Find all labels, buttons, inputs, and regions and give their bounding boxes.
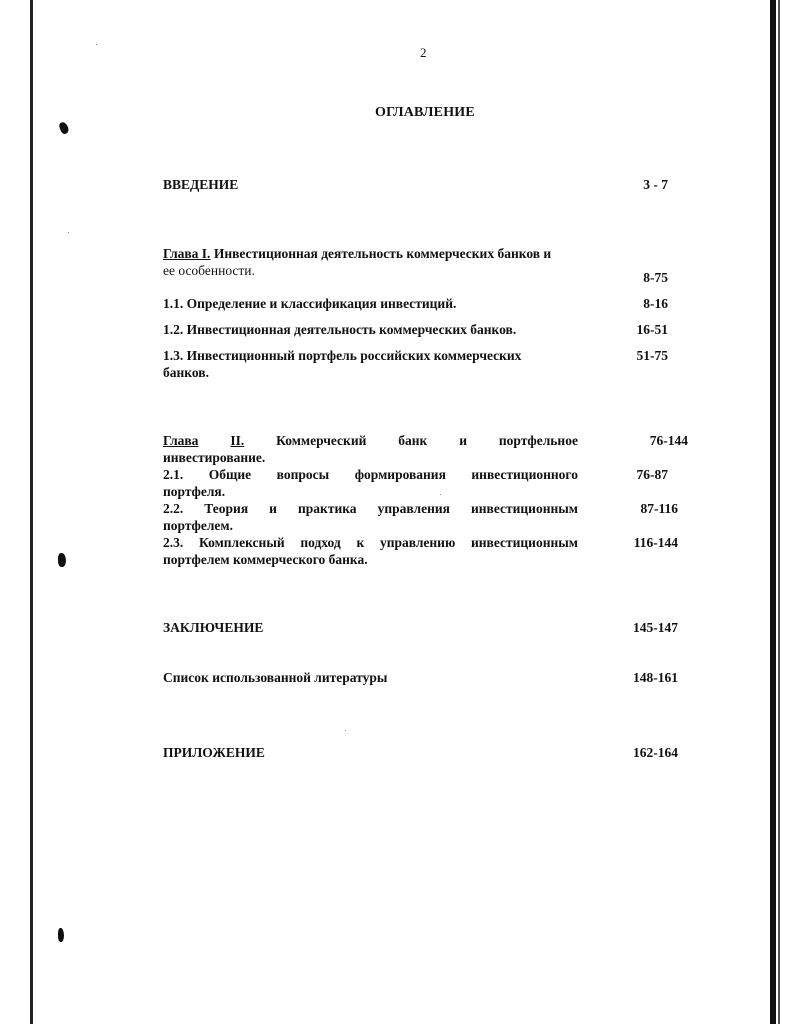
toc-chapter1-title-line2: ее особенности.: [163, 263, 255, 278]
scan-border-right-inner: [778, 0, 780, 1024]
chapter2-label-num: II.: [230, 433, 245, 448]
toc-section-2-3-pages: 116-144: [633, 535, 678, 550]
toc-chapter2-pages: 76-144: [649, 433, 688, 448]
scan-speck: [345, 730, 346, 731]
toc-section-2-1-line1: [163, 466, 578, 483]
word: управлению: [379, 535, 456, 550]
toc-chapter2-title-line1: [163, 432, 578, 449]
toc-intro-title: ВВЕДЕНИЕ: [163, 177, 239, 192]
word: и: [269, 501, 277, 516]
toc-conclusion-title: ЗАКЛЮЧЕНИЕ: [163, 620, 264, 635]
toc-chapter2-title-line2: инвестирование.: [163, 450, 266, 465]
chapter2-word: банк: [398, 433, 428, 448]
toc-section-2-1-line2: портфеля.: [163, 484, 226, 499]
toc-section-2-3-line1: [163, 534, 578, 551]
scan-speck: [440, 494, 441, 495]
toc-conclusion-pages: 145-147: [633, 620, 678, 635]
word: инвестиционного: [471, 467, 578, 482]
page-title: ОГЛАВЛЕНИЕ: [375, 105, 475, 120]
chapter2-label-word: Глава: [163, 433, 199, 448]
toc-section-1-1-pages: 8-16: [643, 296, 668, 311]
toc-references-title: Список использованной литературы: [163, 670, 388, 685]
toc-section-2-2-pages: 87-116: [640, 501, 678, 516]
word: формирования: [354, 467, 446, 482]
toc-section-1-2-pages: 16-51: [636, 322, 668, 337]
toc-section-1-3-pages: 51-75: [636, 348, 668, 363]
scan-speck: [68, 232, 69, 233]
toc-section-1-2: 1.2. Инвестиционная деятельность коммерческих банков.: [163, 322, 517, 337]
word: к: [356, 535, 365, 550]
word: 2.3.: [163, 535, 184, 550]
word: управления: [377, 501, 450, 516]
word: Теория: [204, 501, 249, 516]
chapter1-title: Инвестиционная деятельность коммерческих банков и: [213, 246, 552, 261]
word: практика: [298, 501, 357, 516]
page-number: 2: [420, 45, 427, 60]
toc-intro-pages: 3 - 7: [643, 177, 668, 192]
toc-chapter1-pages: 8-75: [643, 270, 668, 285]
toc-appendix-pages: 162-164: [633, 745, 678, 760]
word: инвестиционным: [470, 501, 578, 516]
toc-section-2-2-line1: [163, 500, 578, 517]
toc-section-2-3-line2: портфелем коммерческого банка.: [163, 552, 368, 567]
word: вопросы: [276, 467, 330, 482]
chapter2-word: портфельное: [498, 433, 578, 448]
punch-hole-mark: [58, 553, 66, 567]
toc-section-1-1: 1.1. Определение и классификация инвестиций.: [163, 296, 457, 311]
word: Общие: [208, 467, 252, 482]
toc-appendix-title: ПРИЛОЖЕНИЕ: [163, 745, 265, 760]
scan-border-right: [770, 0, 776, 1024]
word: Комплексный: [198, 535, 285, 550]
word: подход: [300, 535, 341, 550]
toc-chapter1-title-line1: [163, 245, 551, 262]
punch-hole-mark: [58, 121, 70, 135]
chapter2-word: Коммерческий: [276, 433, 367, 448]
word: 2.2.: [163, 501, 184, 516]
toc-section-2-2-line2: портфелем.: [163, 518, 233, 533]
punch-hole-mark: [58, 928, 64, 942]
word: 2.1.: [163, 467, 184, 482]
toc-section-1-3-line1: 1.3. Инвестиционный портфель российских коммерческих: [163, 348, 522, 363]
toc-section-1-3-line2: банков.: [163, 365, 209, 380]
toc-references-pages: 148-161: [633, 670, 678, 685]
word: инвестиционным: [470, 535, 578, 550]
chapter2-word: и: [459, 433, 467, 448]
toc-section-2-1-pages: 76-87: [636, 467, 668, 482]
scan-border-left: [30, 0, 33, 1024]
chapter1-label: Глава I.: [163, 246, 211, 261]
scan-speck: [96, 44, 97, 45]
